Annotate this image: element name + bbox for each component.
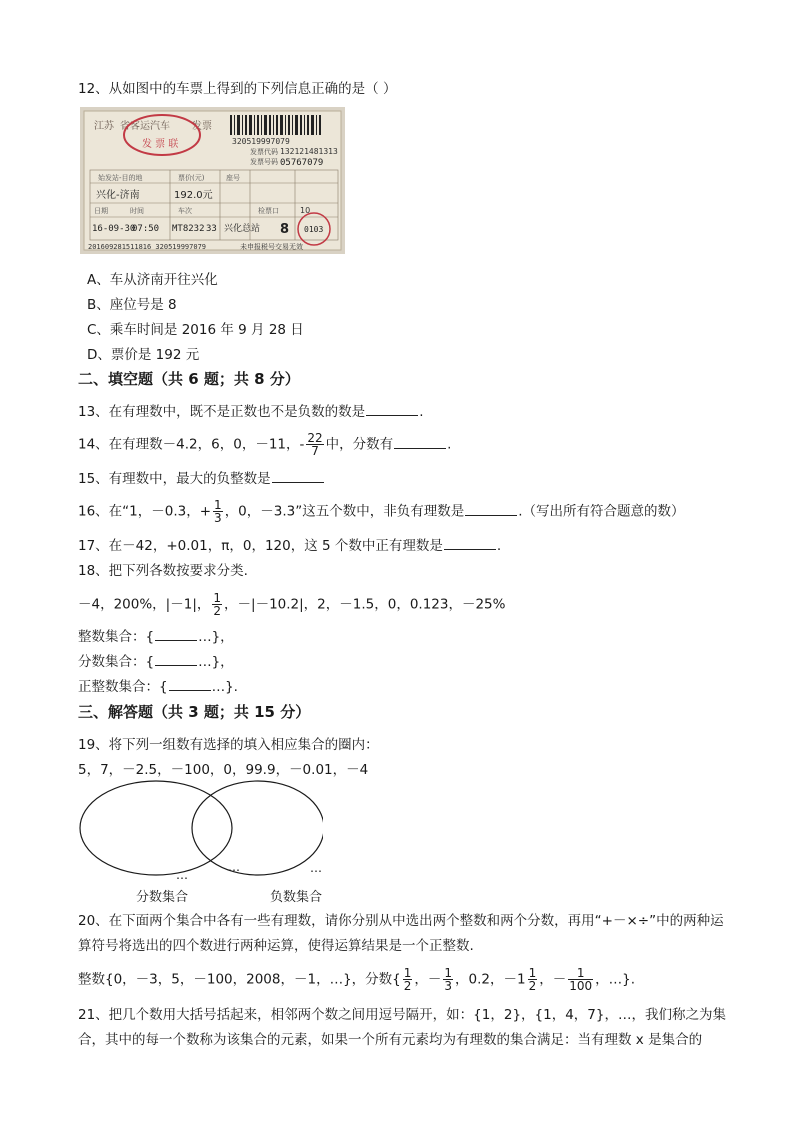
ellipsis-right: …	[310, 861, 322, 875]
ticket-header-mid: 省客运汽车	[120, 121, 170, 132]
ticket-col-time: 时间	[130, 207, 144, 215]
separator: ，－	[539, 971, 567, 988]
ticket-col-date: 日期	[94, 207, 108, 215]
q18-numbers	[78, 592, 505, 617]
q16-end: .（写出所有符合题意的数）	[518, 503, 685, 520]
fraction	[306, 432, 323, 457]
answer-blank[interactable]	[155, 628, 197, 641]
fraction-den: 2	[213, 604, 222, 618]
section2-heading: 二、填空题（共 6 题；共 8 分）	[78, 370, 300, 388]
q13-end: .	[419, 404, 424, 420]
ticket-header-right: 发票	[192, 121, 212, 132]
ticket-serial: 201609281511816 320519997079	[88, 243, 207, 251]
answer-blank[interactable]	[465, 503, 517, 516]
set-label: 分数集合：{	[78, 654, 155, 670]
fraction-num: 1	[444, 966, 453, 980]
q14-mid: 中，分数有	[325, 436, 394, 453]
fraction-den: 3	[214, 511, 222, 525]
ticket-date: 16-09-30	[92, 224, 136, 234]
fraction-num: 1	[568, 967, 593, 980]
ticket-stamp: 发 票 联	[142, 139, 179, 150]
fraction-num: 1	[214, 498, 222, 512]
ticket-number-label: 发票号码	[250, 158, 278, 166]
answer-blank[interactable]	[155, 653, 197, 666]
fraction-den: 7	[311, 444, 319, 458]
fraction-num: 1	[403, 966, 412, 980]
ticket-code-value: 132121481313	[280, 147, 338, 156]
q20-line2: 算符号将选出的四个数进行两种运算，使得运算结果是一个正整数.	[78, 938, 474, 954]
q17-end: .	[496, 538, 502, 554]
q18-integer-set	[78, 628, 234, 646]
separator: ，0.2，－1	[455, 971, 526, 988]
q12-option-d: D、票价是 192 元	[87, 347, 200, 363]
ticket-number-value: 05767079	[280, 158, 324, 168]
q20-int-set: 整数{0，－3，5，－100，2008，－1，…}，分数{	[78, 971, 401, 988]
fraction-num: 1	[213, 591, 222, 605]
q12-stem: 12、从如图中的车票上得到的下列信息正确的是（ ）	[78, 81, 397, 97]
fraction	[528, 967, 538, 992]
q20-line1: 20、在下面两个集合中各有一些有理数，请你分别从中选出两个整数和两个分数，再用“+－×÷”中的两种运	[78, 913, 724, 929]
set-end: ，…}.	[595, 971, 636, 988]
q14-end: .	[447, 436, 452, 453]
answer-blank[interactable]	[272, 470, 324, 483]
set-tail: …}，	[198, 654, 234, 670]
fraction	[212, 592, 222, 617]
ticket-price: 192.0元	[174, 190, 213, 201]
venn-diagram	[78, 778, 323, 908]
q16-pre: 16、在“1，－0.3，+	[78, 503, 212, 520]
q19-numbers: 5，7，－2.5，－100，0，99.9，－0.01，－4	[78, 762, 369, 778]
section3-heading: 三、解答题（共 3 题；共 15 分）	[78, 703, 311, 721]
bus-ticket-image	[80, 107, 345, 254]
fraction-num: 22	[307, 431, 323, 445]
ticket-check: 检票口	[258, 207, 279, 215]
ticket-check-val: 10	[300, 206, 311, 215]
label-fraction-set: 分数集合	[136, 890, 189, 905]
fraction	[568, 967, 593, 992]
answer-blank[interactable]	[169, 678, 211, 691]
ticket-barcode-number: 320519997079	[232, 137, 290, 146]
q19-stem: 19、将下列一组数有选择的填入相应集合的圈内：	[78, 737, 379, 753]
q21-line2: 合，其中的每一个数称为该集合的元素，如果一个所有元素均为有理数的集合满足：当有理数 x 是集合的	[78, 1032, 703, 1048]
q12-option-b: B、座位号是 8	[87, 297, 177, 313]
set-tail: …}.	[211, 679, 238, 695]
q13	[78, 403, 423, 421]
q18-nums-pre: －4，200%，|－1|，	[78, 596, 211, 613]
ticket-footer: 未申报税号交易无效	[240, 243, 303, 251]
ticket-route: 兴化-济南	[96, 190, 140, 201]
q15	[78, 470, 325, 488]
q18-stem: 18、把下列各数按要求分类.	[78, 563, 248, 579]
fraction-den: 2	[403, 979, 412, 993]
ticket-seat-num: 33	[206, 224, 217, 234]
q13-text: 13、在有理数中，既不是正数也不是负数的数是	[78, 404, 366, 420]
q14-pre: 14、在有理数－4.2，6，0，－11，-	[78, 436, 305, 453]
ticket-col-route: 始发站-目的地	[98, 174, 143, 182]
ticket-seat: 8	[280, 222, 290, 237]
q12-option-a: A、车从济南开往兴化	[87, 272, 218, 288]
fraction-set-circle	[80, 781, 232, 875]
set-label: 整数集合：{	[78, 629, 155, 645]
fraction	[443, 967, 453, 992]
ticket-station: 兴化总站	[224, 224, 261, 234]
q15-text: 15、有理数中，最大的负整数是	[78, 471, 271, 487]
q17	[78, 537, 501, 555]
ticket-header-left: 江苏	[94, 121, 114, 132]
q12-option-c: C、乘车时间是 2016 年 9 月 28 日	[87, 322, 304, 338]
set-tail: …}，	[198, 629, 234, 645]
answer-blank[interactable]	[394, 436, 446, 449]
q17-text: 17、在－42，+0.01，π，0，120，这 5 个数中正有理数是	[78, 538, 443, 554]
q18-nums-post: ，－|－10.2|，2，－1.5，0，0.123，－25%	[224, 596, 506, 613]
fraction-den: 100	[569, 979, 593, 993]
fraction-den: 2	[528, 979, 537, 993]
q16	[78, 499, 685, 524]
ticket-stamp2: 0103	[304, 225, 324, 234]
ticket-col-seat: 座号	[226, 174, 240, 182]
fraction-den: 3	[444, 979, 453, 993]
ticket-code-label: 发票代码	[250, 148, 278, 156]
q18-positive-integer-set	[78, 678, 238, 696]
fraction	[403, 967, 413, 992]
ticket-bus: MT8232	[172, 224, 205, 234]
ticket-col-bus: 车次	[178, 207, 192, 215]
ellipsis-middle: …	[228, 860, 240, 874]
set-label: 正整数集合：{	[78, 679, 168, 695]
ellipsis-left: …	[176, 868, 188, 882]
ticket-time: 07:50	[132, 224, 160, 234]
negative-set-circle	[192, 781, 323, 875]
q16-mid: ，0，－3.3”这五个数中，非负有理数是	[224, 503, 465, 520]
q14	[78, 432, 451, 457]
q20-sets	[78, 967, 635, 992]
answer-blank[interactable]	[366, 403, 418, 416]
q18-fraction-set	[78, 653, 234, 671]
fraction	[213, 499, 223, 524]
q21-line1: 21、把几个数用大括号括起来，相邻两个数之间用逗号隔开，如：{1，2}，{1，4，7}，…，我们称之为集	[78, 1007, 726, 1023]
separator: ，－	[414, 971, 442, 988]
answer-blank[interactable]	[444, 537, 496, 550]
label-negative-set: 负数集合	[270, 890, 323, 905]
fraction-num: 1	[528, 966, 537, 980]
ticket-col-price: 票价(元)	[178, 174, 205, 182]
